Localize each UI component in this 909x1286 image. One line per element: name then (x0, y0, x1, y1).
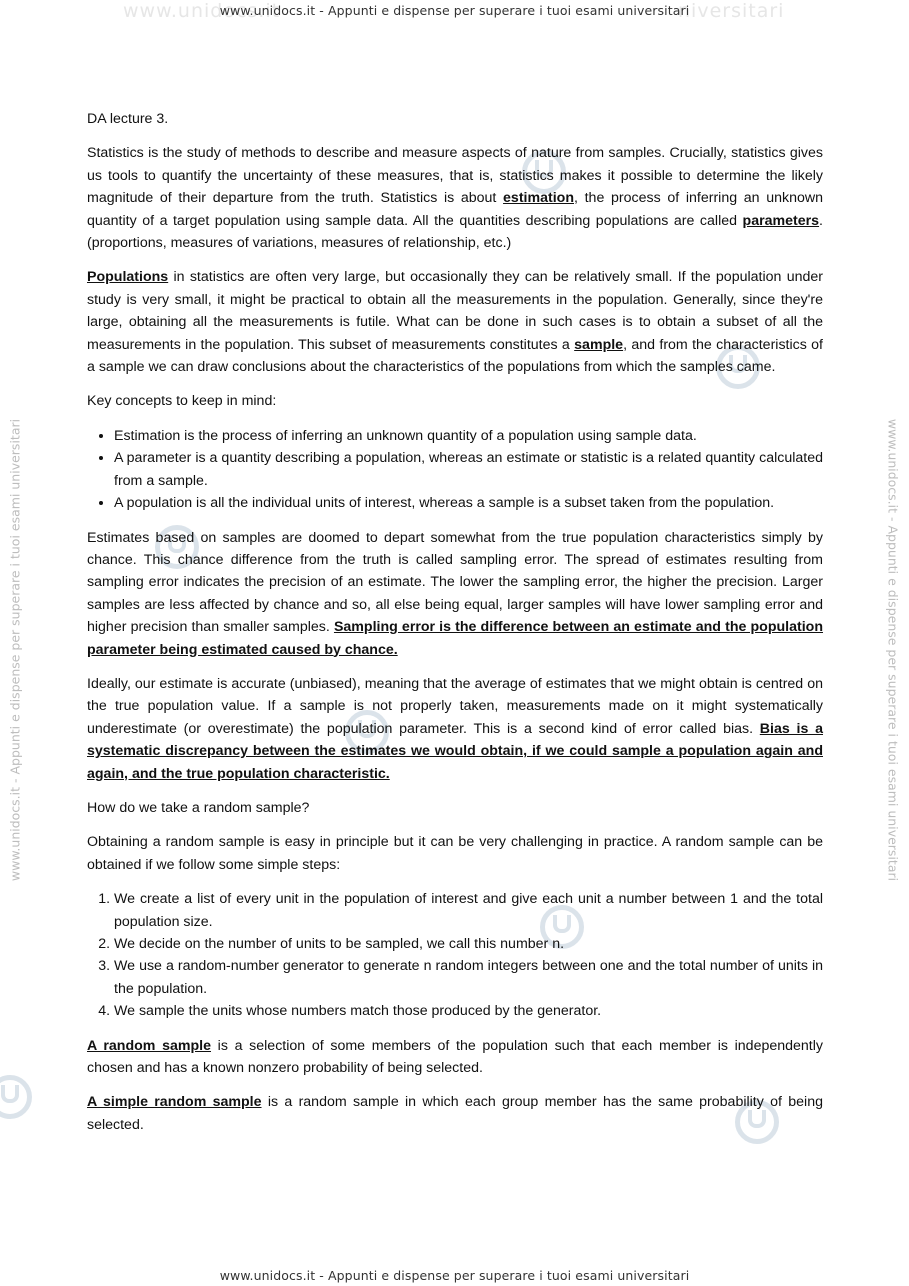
paragraph-bias: Ideally, our estimate is accurate (unbiased), meaning that the average of estimates that we might obtain is centred on the true population value. If a sample is not properly taken, measurements made on it might systematically underestimate (or overestimate) the population parameter. This is a second kind of error called bias. Bias is a systematic discrepancy between the estimates we would obtain, if we could sample a population again and again, and the true population characteristic. (87, 675, 823, 782)
term-populations: Populations (87, 269, 169, 286)
term-parameters: parameters (742, 212, 820, 229)
list-item: • A parameter is a quantity describing a population, whereas an estimate or statistic is a related quantity calculated from a sample. (114, 447, 823, 492)
watermark-ghost-right: niversitari (678, 0, 785, 22)
term-estimation: estimation (503, 190, 574, 207)
steps-list (87, 888, 823, 1022)
key-concepts-intro: Key concepts to keep in mind: (87, 393, 277, 410)
paragraph-random-sample-intro: Obtaining a random sample is easy in principle but it can be very challenging in practice. A random sample can be obtained if we follow some simple steps: (87, 834, 823, 873)
list-item: 3. We use a random-number generator to generate n random integers between one and the total number of units in the population. (114, 955, 823, 1000)
document-body (87, 108, 823, 1148)
paragraph-sampling-error: Estimates based on samples are doomed to depart somewhat from the true population characteristics simply by chance. This chance difference from the truth is called sampling error. The spread of estimates resulting from sampling error indicates the precision of an estimate. The lower the sampling error, the higher the precision. Larger samples are less affected by chance and so, all else being equal, larger samples will have lower sampling error and higher precision than smaller samples. Sampling error is the difference between an estimate and the population parameter being estimated caused by chance. (87, 529, 823, 658)
list-item: 2. We decide on the number of units to be sampled, we call this number n. (114, 933, 823, 955)
question-random-sample: How do we take a random sample? (87, 799, 310, 816)
watermark-logo-icon (0, 1075, 32, 1119)
term-random-sample: A random sample (87, 1037, 211, 1054)
list-item: 4. We sample the units whose numbers match those produced by the generator. (114, 1000, 823, 1022)
definition-sampling-error: Sampling error is the difference between an estimate and the population parameter being estimated caused by chance. (87, 619, 823, 658)
paragraph-simple-random-sample-def: A simple random sample is a random sample in which each group member has the same probability of being selected. (87, 1094, 823, 1133)
watermark-side-left: www.unidocs.it - Appunti e dispense per superare i tuoi esami universitari (7, 418, 23, 882)
definition-bias: Bias is a systematic discrepancy between the estimates we would obtain, if we could sample a population again and again, and the true population characteristic. (87, 720, 823, 782)
watermark-header: www.unidocs.it - Appunti e dispense per superare i tuoi esami universitari (219, 3, 690, 18)
list-item: 1. We create a list of every unit in the population of interest and give each unit a number between 1 and the total population size. (114, 888, 823, 933)
term-sample: sample (574, 336, 624, 353)
paragraph-populations: Populations in statistics are often very large, but occasionally they can be relatively small. If the population under study is very small, it might be practical to obtain all the measurements in the population. Generally, since they're large, obtaining all the measurements is futile. What can be done in such cases is to obtain a subset of all the measurements in the population. This subset of measurements constitutes a sample, and from the characteristics of a sample we can draw conclusions about the characteristics of the populations from which the samples came. (87, 269, 823, 376)
watermark-ghost-left: www.unidocs.it (123, 0, 281, 22)
list-item: • A population is all the individual units of interest, whereas a sample is a subset taken from the population. (114, 492, 823, 514)
term-simple-random-sample: A simple random sample (87, 1094, 262, 1111)
watermark-footer: www.unidocs.it - Appunti e dispense per superare i tuoi esami universitari (219, 1268, 690, 1283)
list-item: • Estimation is the process of inferring an unknown quantity of a population using sample data. (114, 425, 823, 447)
key-concepts-list (87, 425, 823, 515)
paragraph-random-sample-def: A random sample is a selection of some members of the population such that each member is independently chosen and has a known nonzero probability of being selected. (87, 1037, 823, 1077)
document-heading: DA lecture 3. (87, 111, 169, 127)
paragraph-statistics: Statistics is the study of methods to describe and measure aspects of nature from samples. Crucially, statistics gives us tools to quantify the uncertainty of these measures, that is, statistics makes it possible to determine the likely magnitude of their departure from the truth. Statistics is about estimation, the process of inferring an unknown quantity of a target population using sample data. All the quantities describing populations are called parameters. (proportions, measures of variations, measures of relationship, etc.) (87, 145, 824, 252)
watermark-side-right: www.unidocs.it - Appunti e dispense per superare i tuoi esami universitari (885, 418, 901, 882)
